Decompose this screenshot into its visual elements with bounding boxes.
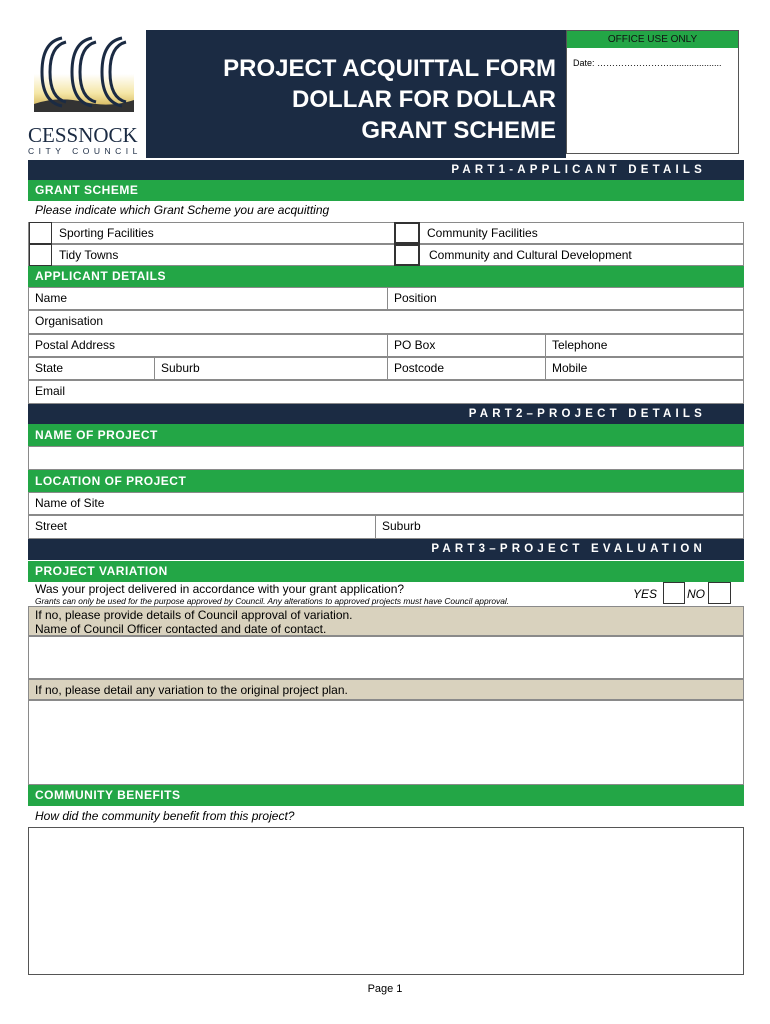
po-box-label: PO Box (394, 338, 436, 352)
state-label: State (35, 361, 64, 375)
logo-graphic (28, 32, 140, 122)
yes-label: YES (633, 587, 658, 601)
opt-tidy-towns: Tidy Towns (59, 248, 119, 262)
street-field[interactable] (28, 515, 376, 539)
project-name-field[interactable] (28, 446, 744, 470)
site-name-field[interactable] (28, 492, 744, 515)
organisation-field[interactable] (28, 310, 744, 334)
state-field[interactable] (28, 357, 155, 380)
project-suburb-label: Suburb (382, 519, 421, 533)
grant-option-row-2 (28, 244, 744, 266)
variation-approval-prompt (28, 606, 744, 636)
checkbox-community-facilities[interactable] (394, 222, 420, 244)
opt-community-facilities: Community Facilities (427, 226, 538, 240)
position-label: Position (394, 291, 437, 305)
title-line-1: PROJECT ACQUITTAL FORM (223, 55, 556, 82)
grant-prompt: Please indicate which Grant Scheme you are acquitting (35, 203, 330, 217)
name-label: Name (35, 291, 68, 305)
mobile-label: Mobile (552, 361, 588, 375)
part1-title: PART1-APPLICANT DETAILS (451, 164, 706, 176)
community-benefits-title: COMMUNITY BENEFITS (35, 788, 181, 802)
location-of-project-header (28, 470, 744, 492)
variation-approval-line-1: If no, please provide details of Council approval of variation. (35, 608, 353, 622)
title-line-2: DOLLAR FOR DOLLAR (292, 86, 556, 113)
checkbox-yes[interactable] (663, 582, 685, 604)
telephone-label: Telephone (552, 338, 608, 352)
opt-community-cultural: Community and Cultural Development (429, 248, 632, 262)
form-title (146, 30, 566, 158)
variation-detail-prompt (28, 679, 744, 700)
checkbox-sporting-facilities[interactable] (29, 222, 52, 244)
po-box-field[interactable] (387, 334, 546, 357)
project-variation-title: PROJECT VARIATION (35, 564, 168, 578)
page-number: Page 1 (367, 983, 403, 995)
project-variation-header (28, 561, 744, 582)
logo-subtitle: CITY COUNCIL (28, 146, 142, 156)
email-label: Email (35, 384, 66, 398)
mobile-field[interactable] (545, 357, 744, 380)
grant-scheme-header (28, 180, 744, 201)
postal-address-label: Postal Address (35, 338, 116, 352)
no-label: NO (687, 587, 705, 601)
part2-title: PART2–PROJECT DETAILS (468, 408, 706, 420)
benefits-question: How did the community benefit from this project? (35, 809, 295, 823)
grant-scheme-title: GRANT SCHEME (35, 183, 139, 197)
project-suburb-field[interactable] (375, 515, 744, 539)
street-label: Street (35, 519, 68, 533)
checkbox-tidy-towns[interactable] (29, 244, 52, 266)
suburb-label: Suburb (161, 361, 200, 375)
position-field[interactable] (387, 287, 744, 310)
council-logo (28, 32, 140, 156)
checkbox-community-cultural[interactable] (394, 244, 420, 266)
variation-approval-line-2: Name of Council Officer contacted and date of contact. (35, 622, 327, 636)
office-date-field[interactable]: Date: ……………………..................... (573, 58, 722, 68)
organisation-label: Organisation (35, 314, 104, 328)
name-field[interactable] (28, 287, 388, 310)
community-benefits-header (28, 785, 744, 806)
site-name-label: Name of Site (35, 496, 105, 510)
email-field[interactable] (28, 380, 744, 404)
variation-detail-label: If no, please detail any variation to the original project plan. (35, 683, 348, 697)
variation-question: Was your project delivered in accordance with your grant application? (35, 582, 405, 596)
part3-title: PART3–PROJECT EVALUATION (431, 543, 706, 555)
variation-approval-field[interactable] (28, 636, 744, 679)
location-of-project-title: LOCATION OF PROJECT (35, 474, 187, 488)
postcode-label: Postcode (394, 361, 445, 375)
telephone-field[interactable] (545, 334, 744, 357)
checkbox-no[interactable] (708, 582, 731, 604)
logo-name: CESSNOCK (28, 123, 138, 147)
title-line-3: GRANT SCHEME (361, 117, 556, 144)
postal-address-field[interactable] (28, 334, 388, 357)
benefits-field[interactable] (28, 827, 744, 975)
name-of-project-title: NAME OF PROJECT (35, 428, 158, 442)
office-use-box (566, 30, 739, 154)
suburb-field[interactable] (154, 357, 388, 380)
variation-note: Grants can only be used for the purpose approved by Council. Any alterations to approved projects must have Council approval. (35, 596, 510, 606)
applicant-details-header (28, 266, 744, 287)
part3-banner (28, 539, 744, 560)
opt-sporting-facilities: Sporting Facilities (59, 226, 154, 240)
applicant-details-title: APPLICANT DETAILS (35, 269, 166, 283)
variation-detail-field[interactable] (28, 700, 744, 785)
part2-banner (28, 404, 744, 424)
office-use-label: OFFICE USE ONLY (567, 31, 738, 48)
name-of-project-header (28, 424, 744, 446)
postcode-field[interactable] (387, 357, 546, 380)
part1-banner (28, 160, 744, 180)
